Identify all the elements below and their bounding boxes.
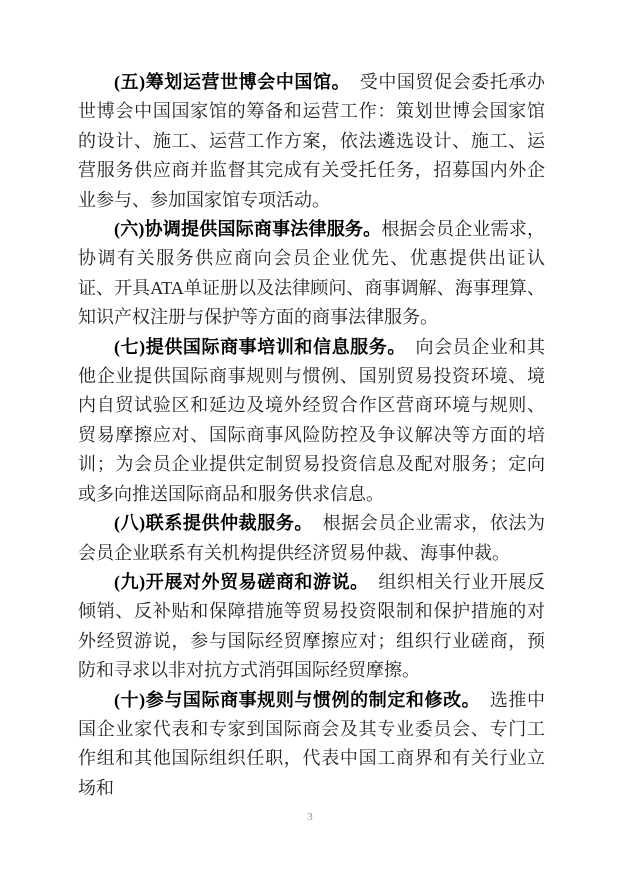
- section-body-8: 根据会员企业需求，依法为会员企业联系有关机构提供经济贸易仲裁、海事仲裁。: [78, 513, 545, 563]
- section-paragraph-9: [78, 568, 545, 686]
- section-heading-9: (九)开展对外贸易磋商和游说。: [114, 571, 360, 592]
- section-heading-6: (六)协调提供国际商事法律服务。: [114, 219, 382, 240]
- section-paragraph-6: [78, 215, 545, 333]
- section-heading-8: (八)联系提供仲裁服务。: [114, 513, 304, 534]
- section-body-10: 选推中国企业家代表和专家到国际商会及其专业委员会、专门工作组和其他国际组织任职，代表中国工商界和有关行业立场和: [78, 689, 545, 798]
- section-paragraph-7: [78, 333, 545, 509]
- section-body-6: 根据会员企业需求，协调有关服务供应商向会员企业优先、优惠提供出证认证、开具ATA单证册以及法律顾问、商事调解、海事理算、知识产权注册与保护等方面的商事法律服务。: [78, 219, 545, 328]
- document-content: [78, 68, 545, 803]
- section-body-7: 向会员企业和其他企业提供国际商事规则与惯例、国别贸易投资环境、境内自贸试验区和延边及境外经贸合作区营商环境与规则、贸易摩擦应对、国际商事风险防控及争议解决等方面的培训；为会员企业提供定制贸易投资信息及配对服务；定向或多向推送国际商品和服务供求信息。: [78, 336, 545, 504]
- page-number: 3: [307, 811, 313, 823]
- section-paragraph-8: [78, 509, 545, 568]
- section-heading-7: (七)提供国际商事培训和信息服务。: [114, 336, 397, 357]
- section-heading-5: (五)筹划运营世博会中国馆。: [114, 72, 342, 92]
- section-paragraph-5: [78, 68, 545, 215]
- section-heading-10: (十)参与国际商事规则与惯例的制定和修改。: [114, 689, 472, 710]
- section-body-9: 组织相关行业开展反倾销、反补贴和保障措施等贸易投资限制和保护措施的对外经贸游说，参与国际经贸摩擦应对；组织行业磋商，预防和寻求以非对抗方式消弭国际经贸摩擦。: [78, 571, 545, 681]
- section-body-5: 受中国贸促会委托承办世博会中国国家馆的筹备和运营工作：策划世博会国家馆的设计、施工、运营工作方案，依法遴选设计、施工、运营服务供应商并监督其完成有关受托任务，招募国内外企业参与、参加国家馆专项活动。: [78, 72, 545, 210]
- section-paragraph-10: [78, 686, 545, 804]
